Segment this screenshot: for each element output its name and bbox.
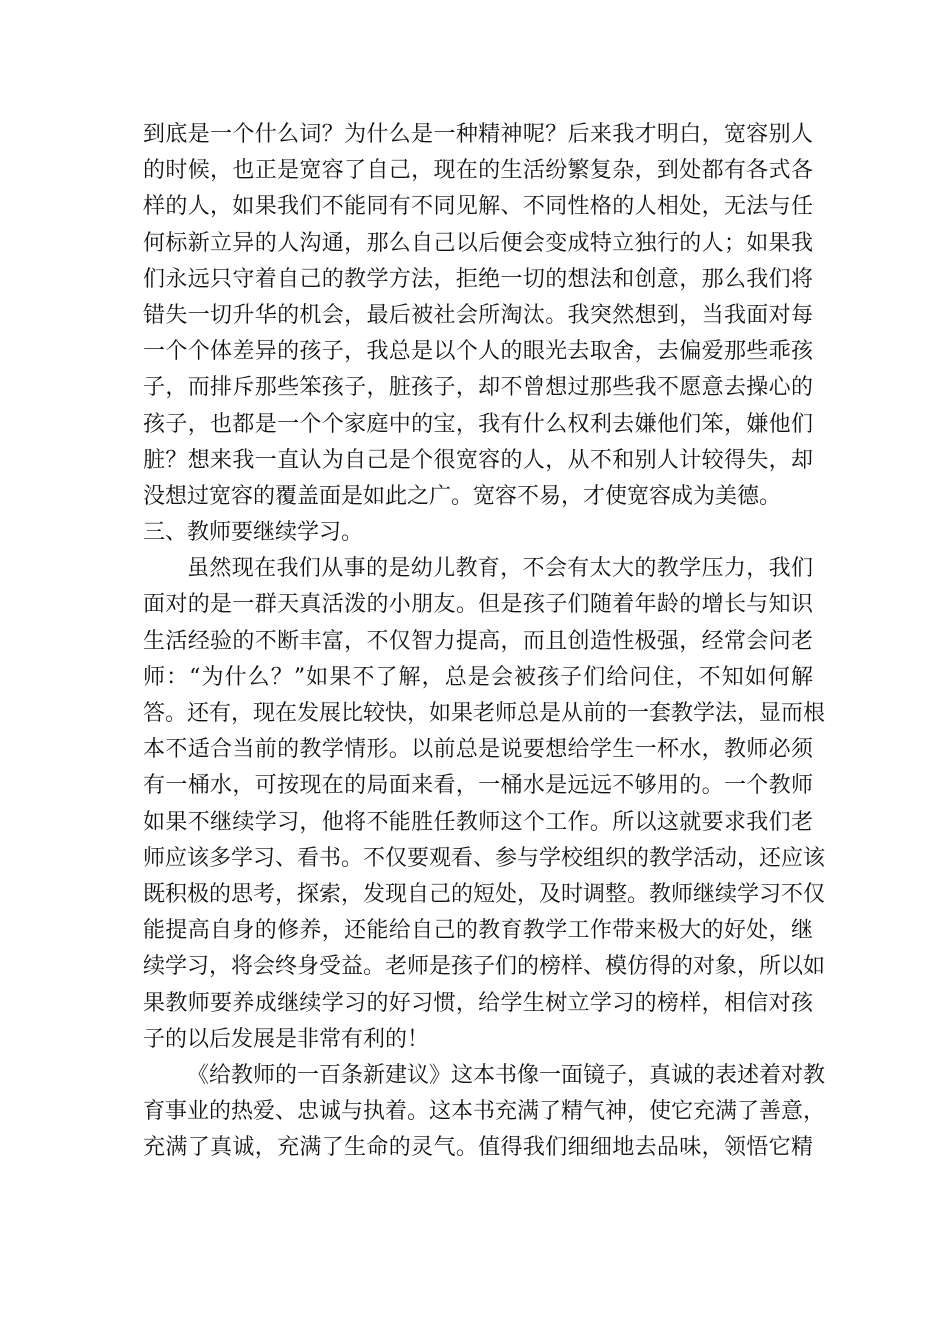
paragraph xyxy=(143,551,826,1058)
text-line: 三、教师要继续学习。 xyxy=(143,520,364,546)
text-line: 续学习，将会终身受益。老师是孩子们的榜样、模仿得的对象，所以如 xyxy=(143,954,826,980)
text-line: 有一桶水，可按现在的局面来看，一桶水是远远不够用的。一个教师 xyxy=(143,773,813,799)
text-line: 虽然现在我们从事的是幼儿教育，不会有太大的教学压力，我们 xyxy=(187,556,813,582)
text-line: 师：“为什么？”如果不了解，总是会被孩子们给问住，不知如何解 xyxy=(143,664,813,690)
text-line: 生活经验的不断丰富，不仅智力提高，而且创造性极强，经常会问老 xyxy=(143,628,813,654)
text-line: 能提高自身的修养，还能给自己的教育教学工作带来极大的好处，继 xyxy=(143,918,813,944)
text-line: 充满了真诚，充满了生命的灵气。值得我们细细地去品味，领悟它精 xyxy=(143,1135,813,1161)
text-line: 子的以后发展是非常有利的！ xyxy=(143,1026,430,1052)
text-line: 育事业的热爱、忠诚与执着。这本书充满了精气神，使它充满了善意， xyxy=(143,1099,826,1125)
text-line: 既积极的思考，探索，发现自己的短处，及时调整。教师继续学习不仅 xyxy=(143,881,826,907)
text-line: 子，而排斥那些笨孩子，脏孩子，却不曾想过那些我不愿意去操心的 xyxy=(143,375,813,401)
text-line: 师应该多学习、看书。不仅要观看、参与学校组织的教学活动，还应该 xyxy=(143,845,826,871)
text-line: 的时候，也正是宽容了自己，现在的生活纷繁复杂，到处都有各式各 xyxy=(143,158,813,184)
text-line: 面对的是一群天真活泼的小朋友。但是孩子们随着年龄的增长与知识 xyxy=(143,592,813,618)
text-line: 没想过宽容的覆盖面是如此之广。宽容不易，才使宽容成为美德。 xyxy=(143,483,782,509)
text-line: 到底是一个什么词？为什么是一种精神呢？后来我才明白，宽容别人 xyxy=(143,122,813,147)
text-line: 果教师要养成继续学习的好习惯，给学生树立学习的榜样，相信对孩 xyxy=(143,990,813,1016)
section-heading xyxy=(143,515,813,551)
paragraph xyxy=(143,1058,826,1167)
text-line: 孩子，也都是一个个家庭中的宝，我有什么权利去嫌他们笨，嫌他们 xyxy=(143,411,813,437)
text-line: 如果不继续学习，他将不能胜任教师这个工作。所以这就要求我们老 xyxy=(143,809,813,835)
text-line: 们永远只守着自己的教学方法，拒绝一切的想法和创意，那么我们将 xyxy=(143,266,813,292)
paragraph xyxy=(143,117,813,515)
text-line: 答。还有，现在发展比较快，如果老师总是从前的一套教学法，显而根 xyxy=(143,701,826,726)
text-line: 一个个体差异的孩子，我总是以个人的眼光去取舍，去偏爱那些乖孩 xyxy=(143,339,813,365)
text-line: 错失一切升华的机会，最后被社会所淘汰。我突然想到，当我面对每 xyxy=(143,302,813,328)
document-body xyxy=(143,117,826,1166)
text-line: 何标新立异的人沟通，那么自己以后便会变成特立独行的人；如果我 xyxy=(143,230,813,256)
text-line: 本不适合当前的教学情形。以前总是说要想给学生一杯水，教师必须 xyxy=(143,737,813,763)
text-line: 样的人，如果我们不能同有不同见解、不同性格的人相处，无法与任 xyxy=(143,194,813,220)
text-line: 《给教师的一百条新建议》这本书像一面镜子，真诚的表述着对教 xyxy=(187,1062,826,1088)
text-line: 脏？想来我一直认为自己是个很宽容的人，从不和别人计较得失，却 xyxy=(143,447,813,473)
